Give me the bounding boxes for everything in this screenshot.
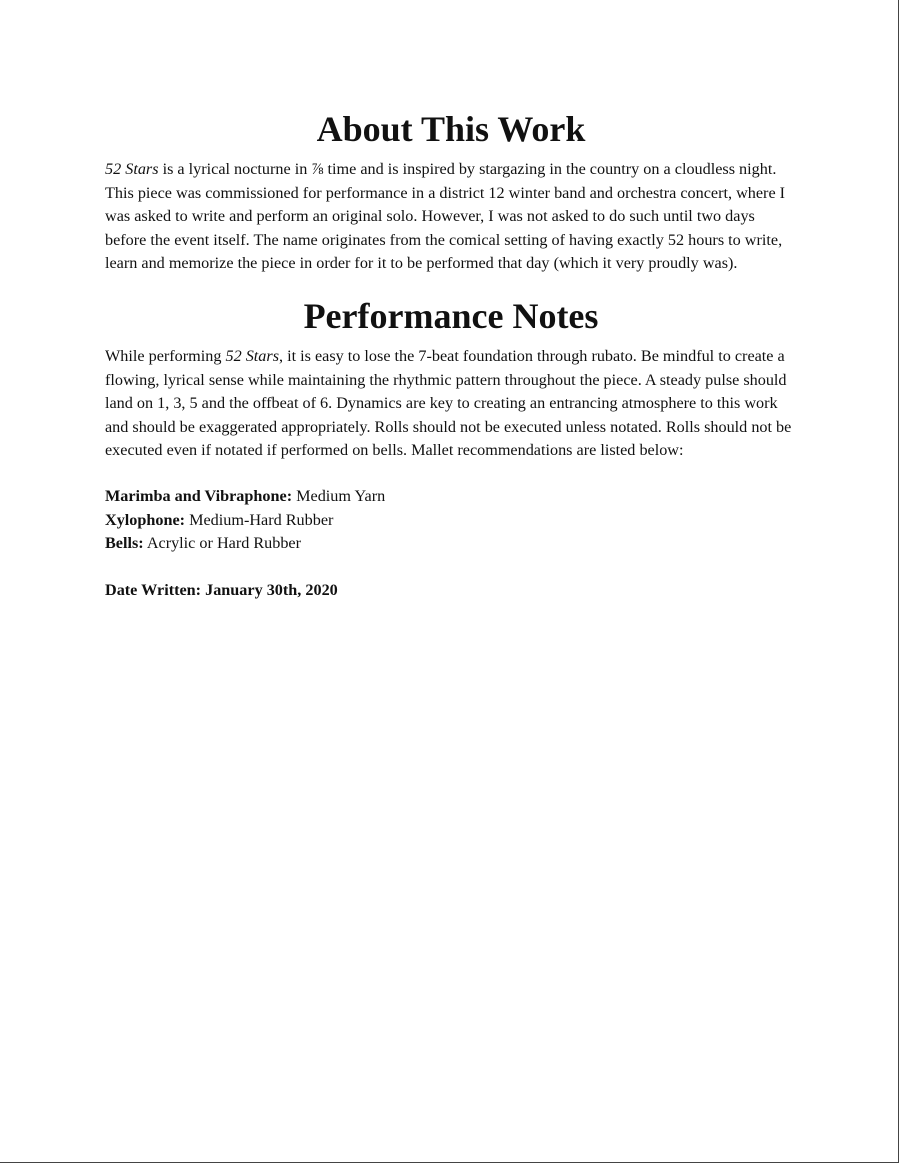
spacer bbox=[105, 463, 797, 485]
mallet-item-xylophone bbox=[105, 509, 797, 533]
piece-title-italic: 52 Stars bbox=[225, 346, 279, 365]
performance-notes-heading: Performance Notes bbox=[303, 295, 599, 336]
mallet-label: Bells: bbox=[105, 534, 144, 553]
mallet-label: Xylophone: bbox=[105, 510, 186, 529]
mallet-recommendations bbox=[105, 485, 797, 556]
performance-body-lead: While performing bbox=[105, 346, 226, 365]
mallet-item-bells bbox=[105, 532, 797, 556]
mallet-label: Marimba and Vibraphone: bbox=[105, 486, 293, 505]
mallet-value: Medium-Hard Rubber bbox=[185, 510, 334, 529]
mallet-value: Medium Yarn bbox=[292, 486, 386, 505]
performance-paragraph bbox=[105, 345, 797, 463]
about-heading: About This Work bbox=[316, 109, 586, 149]
mallet-item-marimba-vibraphone bbox=[105, 485, 797, 509]
performance-body-text: , it is easy to lose the 7-beat foundation through rubato. Be mindful to create a flowing, lyrical sense while maintaining the rhythmic pattern throughout the piece. A steady pulse should land on 1, 3, 5 and the offbeat of 6. Dynamics are key to creating an entrancing atmosphere to this work and should be exaggerated appropriately. Rolls should not be executed unless notated. Rolls should not be executed even if notated if performed on bells. Mallet recommendations are listed below: bbox=[105, 346, 792, 460]
document-content bbox=[105, 106, 797, 602]
date-written: Date Written: January 30th, 2020 bbox=[105, 580, 338, 599]
about-body-text: is a lyrical nocturne in ⅞ time and is inspired by stargazing in the country on a cloudless night. This piece was commissioned for performance in a district 12 winter band and orchestra concert, where I was asked to write and perform an original solo. However, I was not asked to do such until two days before the event itself. The name originates from the comical setting of having exactly 52 hours to write, learn and memorize the piece in order for it to be performed that day (which it very proudly was). bbox=[105, 160, 786, 273]
piece-title-italic: 52 Stars bbox=[105, 160, 159, 178]
mallet-value: Acrylic or Hard Rubber bbox=[143, 534, 302, 553]
about-paragraph bbox=[105, 158, 797, 276]
